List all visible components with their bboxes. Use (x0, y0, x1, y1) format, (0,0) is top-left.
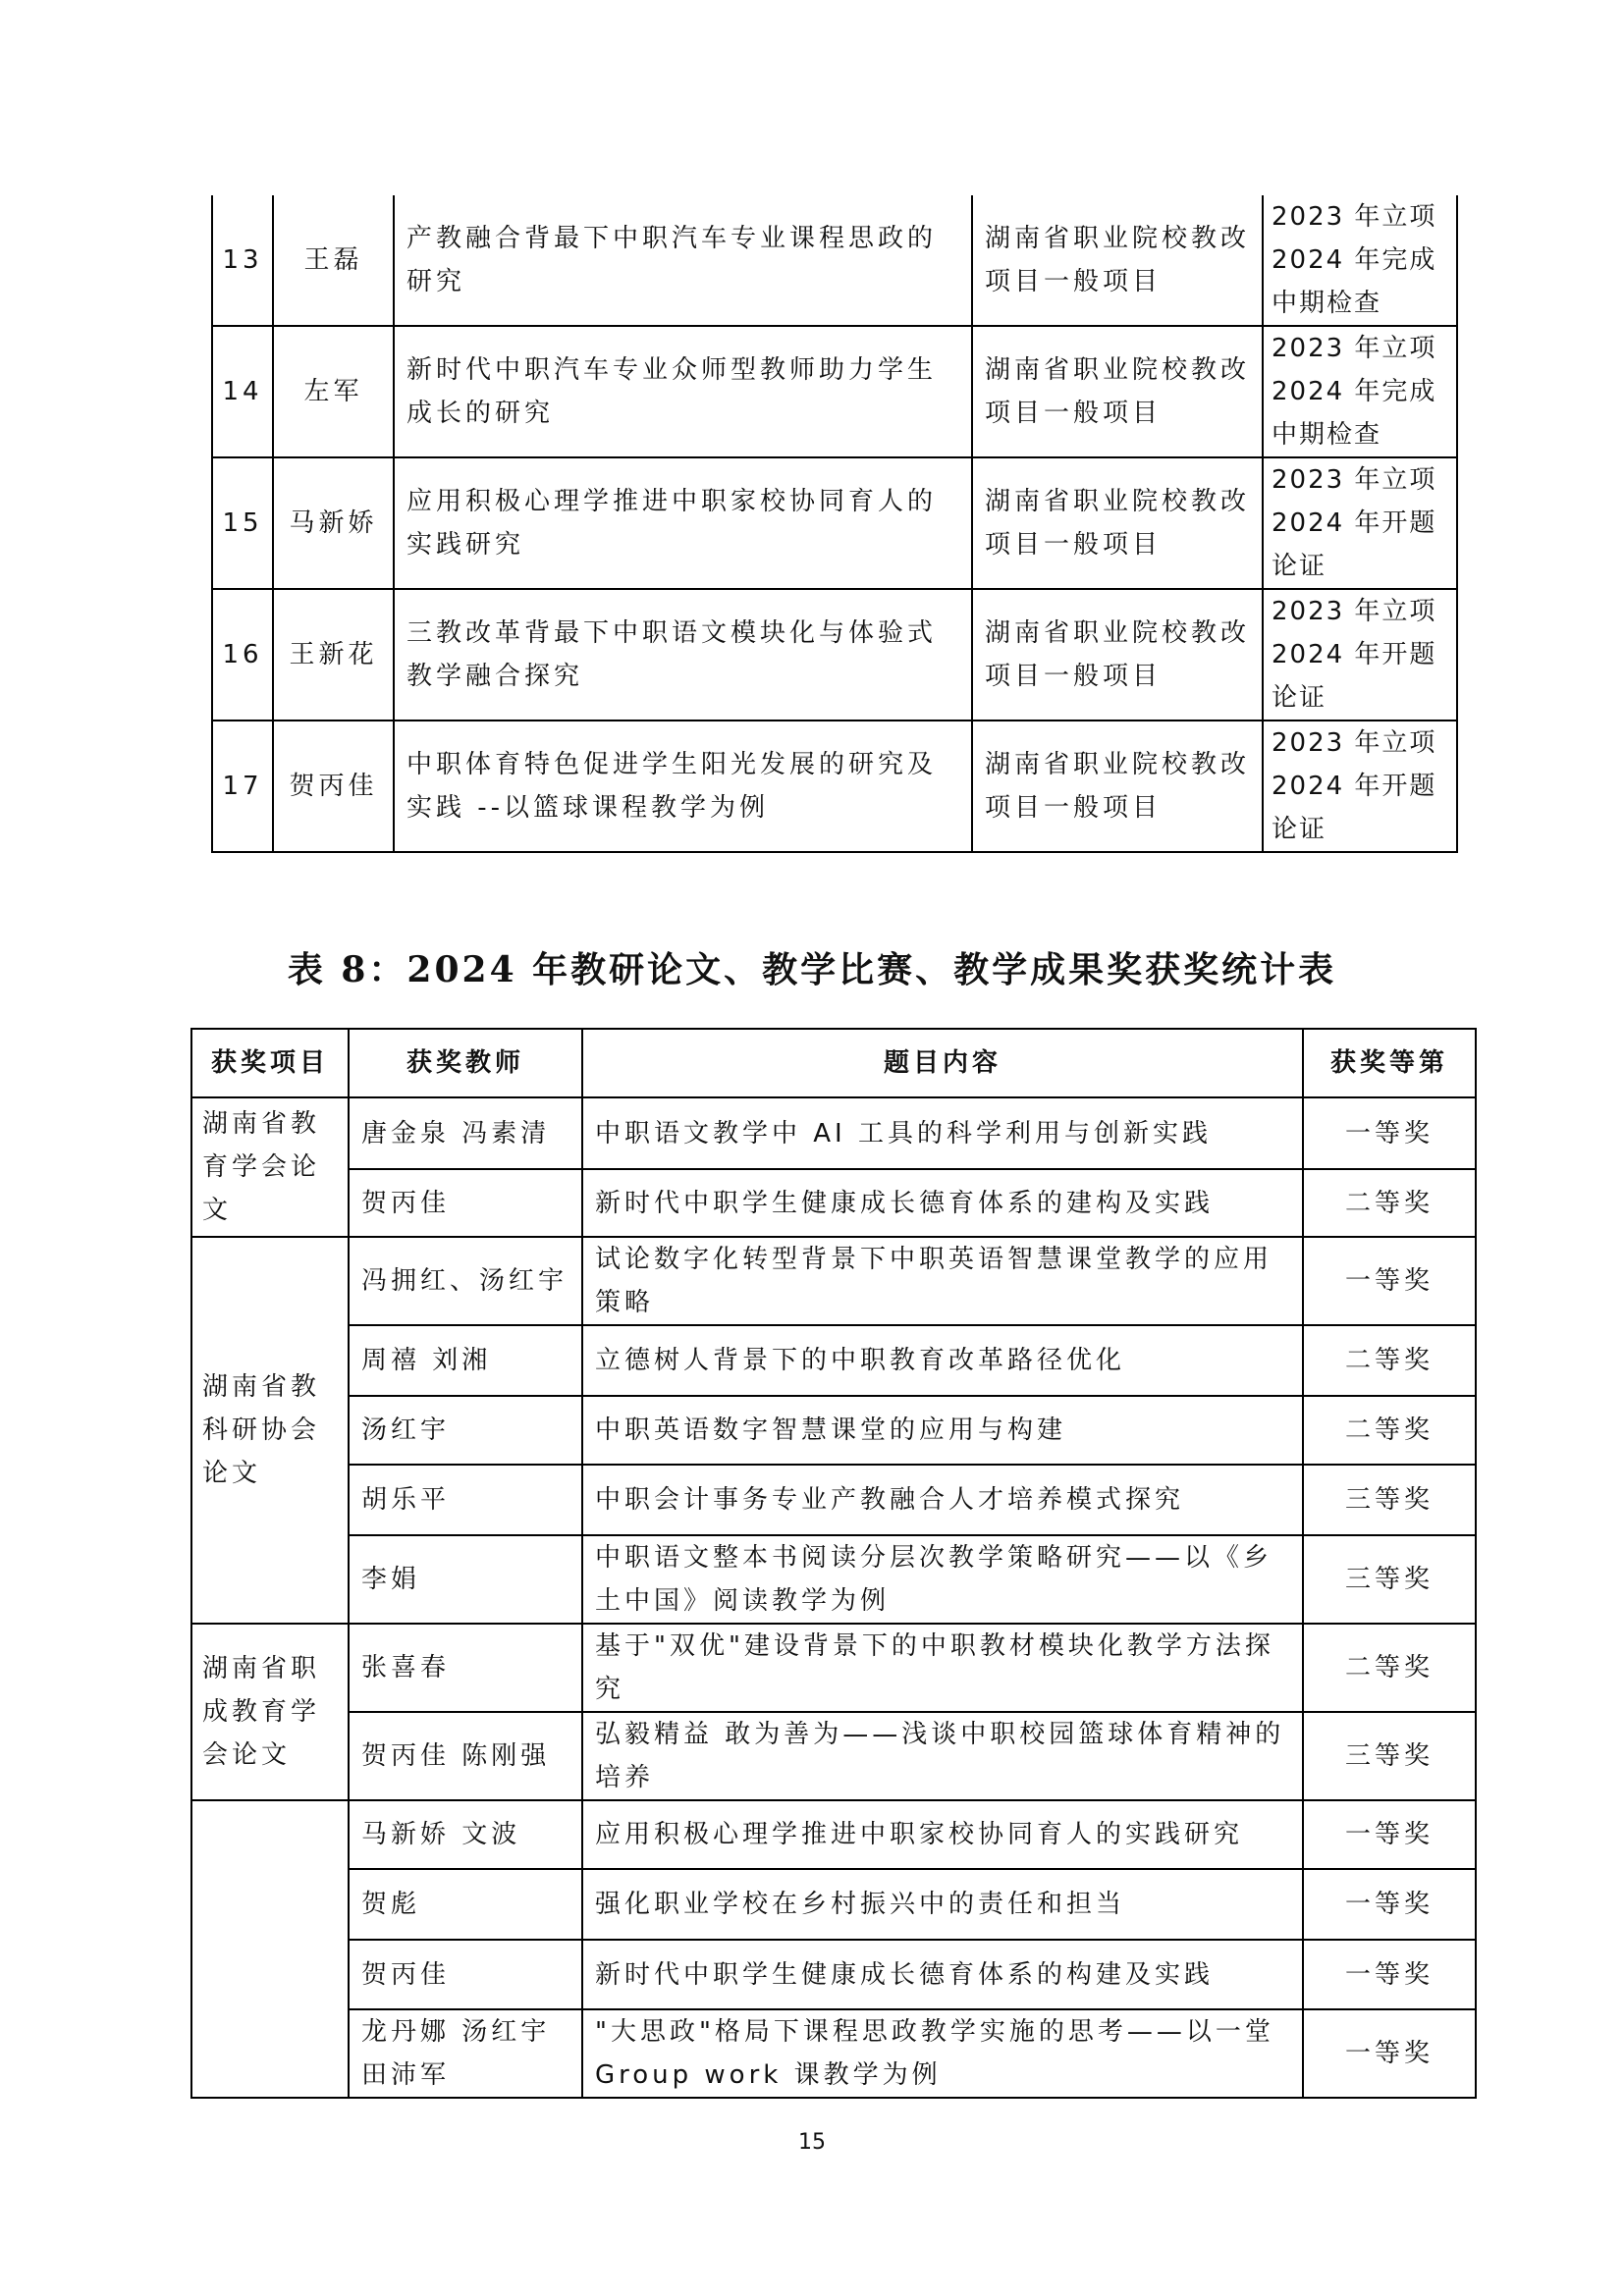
award-teacher: 贺丙佳 陈刚强 (349, 1712, 582, 1800)
award-topic: 立德树人背景下的中职教育改革路径优化 (582, 1325, 1303, 1396)
award-teacher: 龙丹娜 汤红宇 田沛军 (349, 2009, 582, 2098)
award-topic: 基于"双优"建设背景下的中职教材模块化教学方法探究 (582, 1624, 1303, 1712)
award-topic: 中职会计事务专业产教融合人才培养模式探究 (582, 1465, 1303, 1535)
teacher-name: 王磊 (273, 195, 394, 326)
award-level: 一等奖 (1303, 2009, 1476, 2098)
award-teacher: 贺丙佳 (349, 1940, 582, 2009)
project-level: 湖南省职业院校教改项目一般项目 (972, 195, 1263, 326)
table-row (212, 457, 1457, 589)
award-teacher: 汤红宇 (349, 1396, 582, 1465)
award-teacher: 唐金泉 冯素清 (349, 1097, 582, 1169)
project-topic: 产教融合背最下中职汽车专业课程思政的研究 (394, 195, 972, 326)
row-number: 16 (212, 589, 273, 721)
award-topic: "大思政"格局下课程思政教学实施的思考——以一堂 Group work 课教学为例 (582, 2009, 1303, 2098)
project-level: 湖南省职业院校教改项目一般项目 (972, 721, 1263, 852)
award-topic: 弘毅精益 敢为善为——浅谈中职校园篮球体育精神的培养 (582, 1712, 1303, 1800)
award-level: 一等奖 (1303, 1097, 1476, 1169)
row-number: 15 (212, 457, 273, 589)
header-award: 获奖等第 (1303, 1029, 1476, 1097)
award-level: 二等奖 (1303, 1396, 1476, 1465)
table-row (191, 1940, 1476, 2009)
award-level: 三等奖 (1303, 1465, 1476, 1535)
project-level: 湖南省职业院校教改项目一般项目 (972, 457, 1263, 589)
award-teacher: 马新娇 文波 (349, 1800, 582, 1869)
award-topic: 强化职业学校在乡村振兴中的责任和担当 (582, 1869, 1303, 1940)
award-teacher: 李娟 (349, 1535, 582, 1624)
award-category: 湖南省职成教育学会论文 (191, 1624, 349, 1800)
award-level: 三等奖 (1303, 1712, 1476, 1800)
row-number: 13 (212, 195, 273, 326)
award-teacher: 冯拥红、汤红宇 (349, 1237, 582, 1325)
table-row (191, 1869, 1476, 1940)
award-level: 一等奖 (1303, 1800, 1476, 1869)
table-row (191, 1800, 1476, 1869)
award-level: 一等奖 (1303, 1940, 1476, 2009)
award-topic: 应用积极心理学推进中职家校协同育人的实践研究 (582, 1800, 1303, 1869)
award-level: 二等奖 (1303, 1624, 1476, 1712)
page-number: 15 (798, 2130, 826, 2155)
award-topic: 新时代中职学生健康成长德育体系的建构及实践 (582, 1169, 1303, 1237)
award-level: 二等奖 (1303, 1169, 1476, 1237)
award-topic: 中职语文教学中 AI 工具的科学利用与创新实践 (582, 1097, 1303, 1169)
award-topic: 试论数字化转型背景下中职英语智慧课堂教学的应用策略 (582, 1237, 1303, 1325)
table-row (191, 2009, 1476, 2098)
header-category: 获奖项目 (191, 1029, 349, 1097)
project-topic: 三教改革背最下中职语文模块化与体验式教学融合探究 (394, 589, 972, 721)
award-level: 三等奖 (1303, 1535, 1476, 1624)
teacher-name: 左军 (273, 326, 394, 457)
award-statistics-table (190, 1028, 1477, 2099)
project-status: 2023 年立项 2024 年完成中期检查 (1263, 195, 1457, 326)
table-row (191, 1712, 1476, 1800)
project-status: 2023 年立项 2024 年完成中期检查 (1263, 326, 1457, 457)
award-teacher: 张喜春 (349, 1624, 582, 1712)
table-row (191, 1535, 1476, 1624)
table-row (191, 1465, 1476, 1535)
award-category (191, 1800, 349, 2098)
project-table-continued (211, 195, 1458, 853)
award-topic: 中职语文整本书阅读分层次教学策略研究——以《乡土中国》阅读教学为例 (582, 1535, 1303, 1624)
project-topic: 应用积极心理学推进中职家校协同育人的实践研究 (394, 457, 972, 589)
table-row (191, 1169, 1476, 1237)
project-level: 湖南省职业院校教改项目一般项目 (972, 589, 1263, 721)
table-row (191, 1624, 1476, 1712)
project-level: 湖南省职业院校教改项目一般项目 (972, 326, 1263, 457)
table-row (212, 195, 1457, 326)
table-row (212, 589, 1457, 721)
header-topic: 题目内容 (582, 1029, 1303, 1097)
project-status: 2023 年立项 2024 年开题论证 (1263, 457, 1457, 589)
header-teacher: 获奖教师 (349, 1029, 582, 1097)
award-topic: 新时代中职学生健康成长德育体系的构建及实践 (582, 1940, 1303, 2009)
project-status: 2023 年立项 2024 年开题论证 (1263, 721, 1457, 852)
project-status: 2023 年立项 2024 年开题论证 (1263, 589, 1457, 721)
project-topic: 新时代中职汽车专业众师型教师助力学生成长的研究 (394, 326, 972, 457)
award-teacher: 贺丙佳 (349, 1169, 582, 1237)
award-category: 湖南省教科研协会论文 (191, 1237, 349, 1624)
award-level: 一等奖 (1303, 1237, 1476, 1325)
award-category: 湖南省教育学会论文 (191, 1097, 349, 1237)
row-number: 17 (212, 721, 273, 852)
project-topic: 中职体育特色促进学生阳光发展的研究及实践 --以篮球课程教学为例 (394, 721, 972, 852)
award-level: 二等奖 (1303, 1325, 1476, 1396)
table-row (191, 1396, 1476, 1465)
table-row (212, 721, 1457, 852)
teacher-name: 王新花 (273, 589, 394, 721)
table-8-title: 表 8：2024 年教研论文、教学比赛、教学成果奖获奖统计表 (287, 949, 1337, 990)
table-row (191, 1097, 1476, 1169)
award-teacher: 贺彪 (349, 1869, 582, 1940)
award-teacher: 胡乐平 (349, 1465, 582, 1535)
award-level: 一等奖 (1303, 1869, 1476, 1940)
teacher-name: 马新娇 (273, 457, 394, 589)
table-row (191, 1237, 1476, 1325)
award-topic: 中职英语数字智慧课堂的应用与构建 (582, 1396, 1303, 1465)
table-row (191, 1325, 1476, 1396)
teacher-name: 贺丙佳 (273, 721, 394, 852)
row-number: 14 (212, 326, 273, 457)
table-header-row (191, 1029, 1476, 1097)
award-teacher: 周禧 刘湘 (349, 1325, 582, 1396)
table-row (212, 326, 1457, 457)
